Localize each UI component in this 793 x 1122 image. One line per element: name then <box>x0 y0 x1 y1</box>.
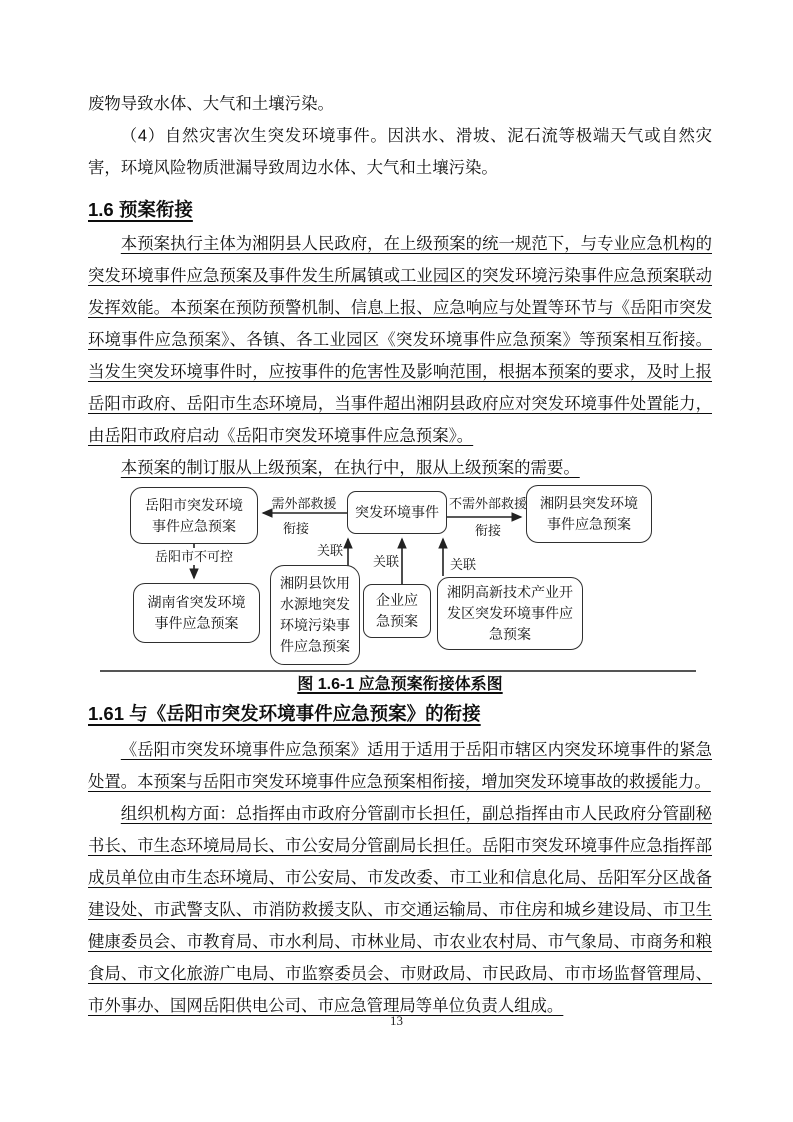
paragraph-natural-disaster: （4）自然灾害次生突发环境事件。因洪水、滑坡、泥石流等极端天气或自然灾害，环境风险物质泄漏导致周边水体、大气和土壤污染。 <box>88 127 712 177</box>
box-drinking-water-plan: 湘阴县饮用水源地突发环境污染事件应急预案 <box>270 565 360 665</box>
paragraph-plan-subordination: 本预案的制订服从上级预案，在执行中，服从上级预案的需要。 <box>120 459 580 477</box>
label-no-need-external-rescue: 不需外部救援 <box>448 496 527 511</box>
box-hightech-zone-plan: 湘阴高新技术产业开发区突发环境事件应急预案 <box>437 577 583 650</box>
box-yueyang-city-plan: 岳阳市突发环境事件应急预案 <box>130 487 258 544</box>
label-linkage-left: 衔接 <box>282 521 309 536</box>
figure-plan-linkage-diagram <box>88 484 712 670</box>
figure-caption: 图 1.6-1 应急预案衔接体系图 <box>297 676 503 693</box>
heading-1-6-plan-linkage: 1.6 预案衔接 <box>88 199 193 220</box>
paragraph-plan-execution: 本预案执行主体为湘阴县人民政府，在上级预案的统一规范下，与专业应急机构的突发环境事件应急预案及事件发生所属镇或工业园区的突发环境污染事件应急预案联动发挥效能。本预案在预防预警机制、信息上报、应急响应与处置等环节与《岳阳市突发环境事件应急预案》、各镇、各工业园区《突发环境事件应急预案》等预案相互衔接。当发生突发环境事件时，应按事件的危害性及影响范围，根据本预案的要求，及时上报岳阳市政府、岳阳市生态环境局，当事件超出湘阴县政府应对突发环境事件处置能力，由岳阳市政府启动《岳阳市突发环境事件应急预案》。 <box>88 235 712 445</box>
label-related-2: 关联 <box>372 554 399 569</box>
paragraph-organization-structure: 组织机构方面：总指挥由市政府分管副市长担任，副总指挥由市人民政府分管副秘书长、市生态环境局局长、市公安局分管副局长担任。岳阳市突发环境事件应急指挥部成员单位由市生态环境局、市公安局、市发改委、市工业和信息化局、岳阳军分区战备建设处、市武警支队、市消防救援支队、市交通运输局、市住房和城乡建设局、市卫生健康委员会、市教育局、市水利局、市林业局、市农业农村局、市气象局、市商务和粮食局、市文化旅游广电局、市监察委员会、市财政局、市民政局、市市场监督管理局、市外事办、国网岳阳供电公司、市应急管理局等单位负责人组成。 <box>88 805 712 1015</box>
paragraph-yueyang-plan-scope: 《岳阳市突发环境事件应急预案》适用于适用于岳阳市辖区内突发环境事件的紧急处置。本预案与岳阳市突发环境事件应急预案相衔接，增加突发环境事故的救援能力。 <box>88 741 712 791</box>
box-environment-incident: 突发环境事件 <box>347 491 447 534</box>
label-yueyang-uncontrollable: 岳阳市不可控 <box>146 548 242 565</box>
paragraph-pollution-continuation: 废物导致水体、大气和土壤污染。 <box>88 95 334 113</box>
box-hunan-province-plan: 湖南省突发环境事件应急预案 <box>133 583 260 643</box>
box-xiangyin-county-plan: 湘阴县突发环境事件应急预案 <box>526 485 652 543</box>
label-need-external-rescue: 需外部救援 <box>271 496 337 511</box>
box-enterprise-plan: 企业应急预案 <box>363 584 431 638</box>
label-related-1: 关联 <box>316 543 343 558</box>
heading-1-61-yueyang-linkage: 1.61 与《岳阳市突发环境事件应急预案》的衔接 <box>88 703 481 724</box>
label-related-3: 关联 <box>449 557 476 572</box>
label-linkage-right: 衔接 <box>474 523 501 538</box>
page-number: 13 <box>390 1013 403 1028</box>
